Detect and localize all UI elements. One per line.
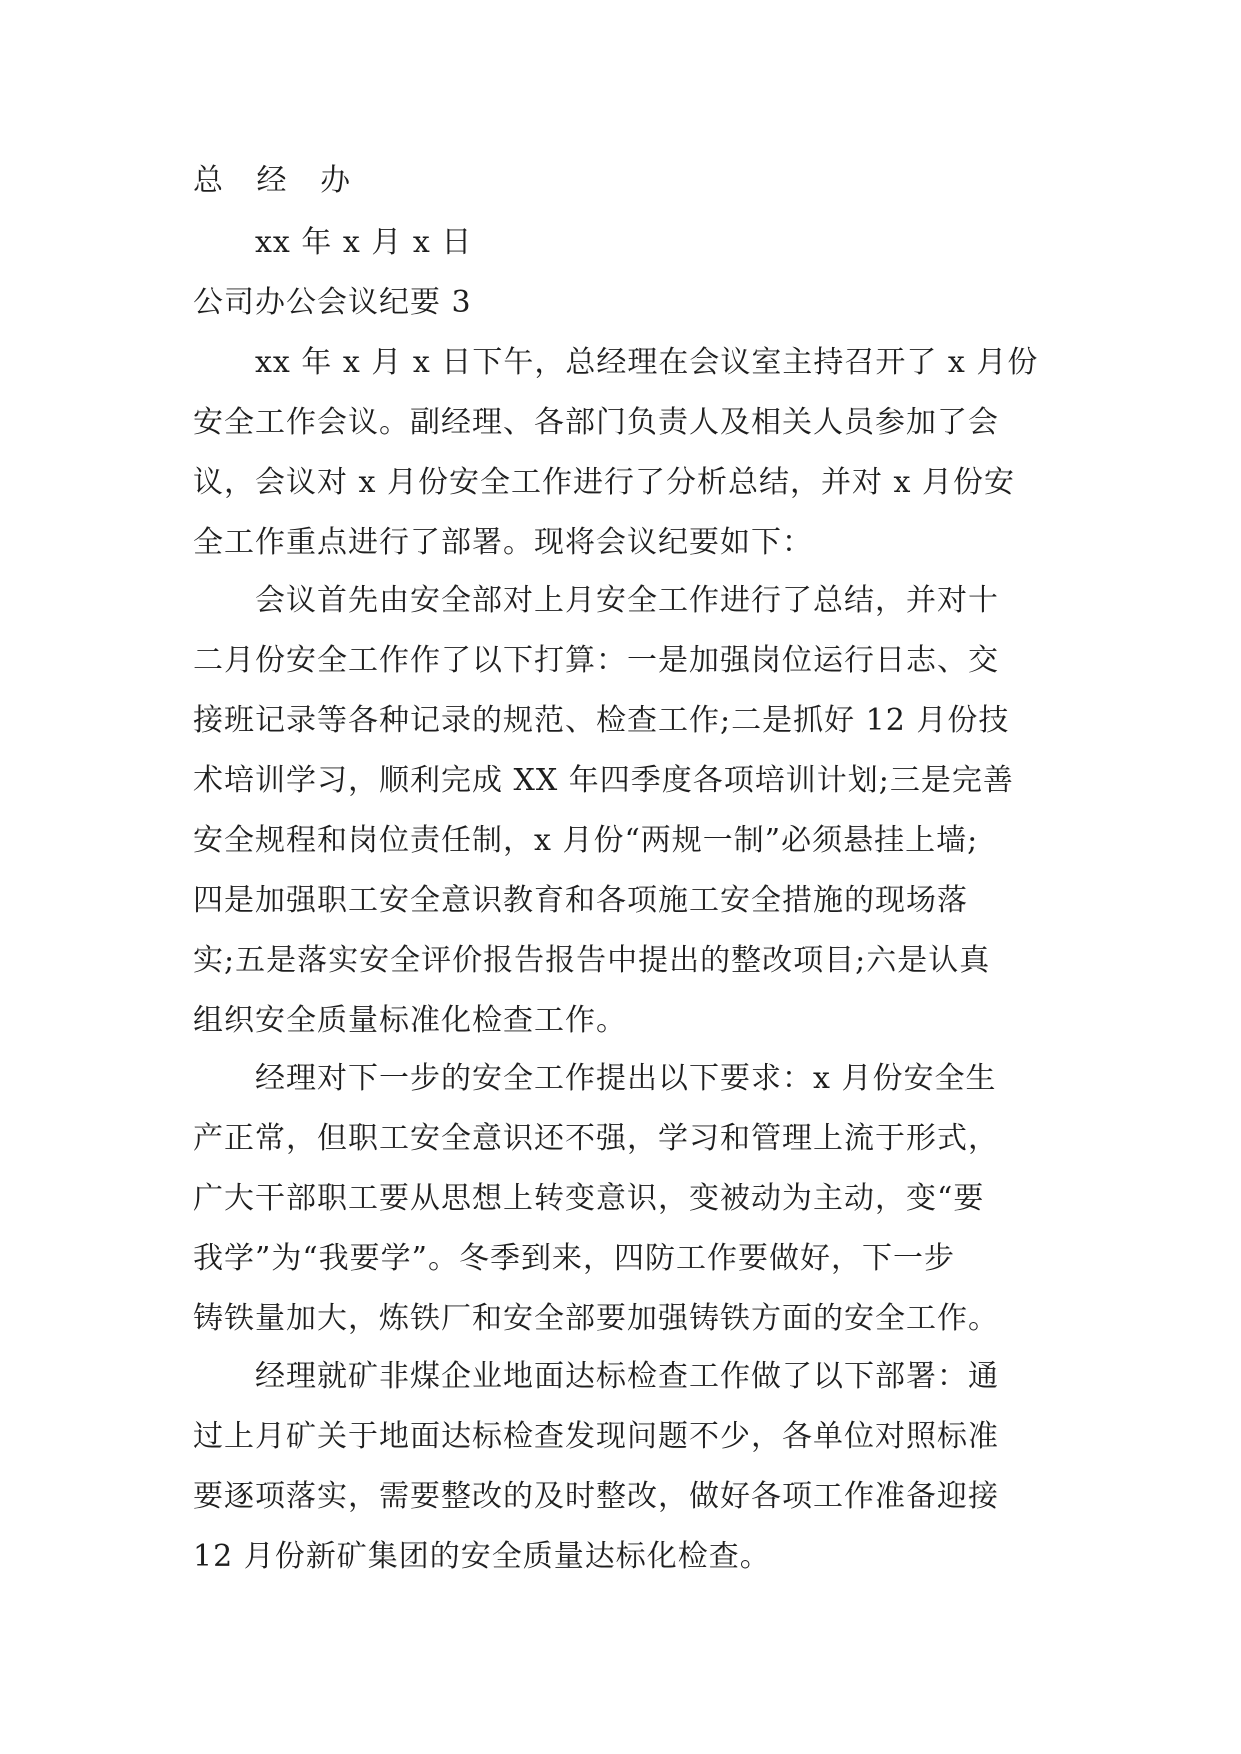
signature-department: 总 经 办 xyxy=(193,163,363,198)
paragraph-line: 要逐项落实，需要整改的及时整改，做好各项工作准备迎接 xyxy=(193,1479,999,1514)
paragraph-line: 全工作重点进行了部署。现将会议纪要如下： xyxy=(193,525,813,560)
paragraph-manager-requirements xyxy=(193,1058,1063,1340)
paragraph-safety-plan xyxy=(193,580,1063,1042)
paragraph-line: 广大干部职工要从思想上转变意识，变被动为主动，变“要 xyxy=(193,1181,985,1216)
paragraph-line: 接班记录等各种记录的规范、检查工作;二是抓好 12 月份技 xyxy=(193,703,1010,738)
paragraph-line: xx 年 x 月 x 日下午，总经理在会议室主持召开了 x 月份 xyxy=(255,345,1039,380)
paragraph-line: 四是加强职工安全意识教育和各项施工安全措施的现场落 xyxy=(193,883,968,918)
document-page xyxy=(193,160,1063,1594)
paragraph-line: 经理对下一步的安全工作提出以下要求：x 月份安全生 xyxy=(255,1061,997,1096)
paragraph-opening xyxy=(193,342,1063,564)
paragraph-line: 二月份安全工作作了以下打算：一是加强岗位运行日志、交 xyxy=(193,643,999,678)
paragraph-inspection-deployment xyxy=(193,1356,1063,1578)
paragraph-line: 组织安全质量标准化检查工作。 xyxy=(193,1003,627,1038)
paragraph-line: 我学”为“我要学”。冬季到来，四防工作要做好，下一步 xyxy=(193,1241,956,1276)
paragraph-line: 安全工作会议。副经理、各部门负责人及相关人员参加了会 xyxy=(193,405,999,440)
paragraph-line: 12 月份新矿集团的安全质量达标化检查。 xyxy=(193,1539,771,1574)
paragraph-line: 铸铁量加大，炼铁厂和安全部要加强铸铁方面的安全工作。 xyxy=(193,1301,999,1336)
paragraph-line: 经理就矿非煤企业地面达标检查工作做了以下部署：通 xyxy=(255,1359,999,1394)
paragraph-line: 议，会议对 x 月份安全工作进行了分析总结，并对 x 月份安 xyxy=(193,465,1015,500)
paragraph-line: 会议首先由安全部对上月安全工作进行了总结，并对十 xyxy=(255,583,999,618)
paragraph-line: 产正常，但职工安全意识还不强，学习和管理上流于形式， xyxy=(193,1121,999,1156)
signature-date: xx 年 x 月 x 日 xyxy=(255,225,473,260)
paragraph-line: 实;五是落实安全评价报告报告中提出的整改项目;六是认真 xyxy=(193,943,991,978)
paragraph-line: 安全规程和岗位责任制，x 月份“两规一制”必须悬挂上墙; xyxy=(193,823,979,858)
document-title: 公司办公会议纪要 3 xyxy=(193,285,472,320)
paragraph-line: 过上月矿关于地面达标检查发现问题不少，各单位对照标准 xyxy=(193,1419,999,1454)
paragraph-line: 术培训学习，顺利完成 XX 年四季度各项培训计划;三是完善 xyxy=(193,763,1014,798)
